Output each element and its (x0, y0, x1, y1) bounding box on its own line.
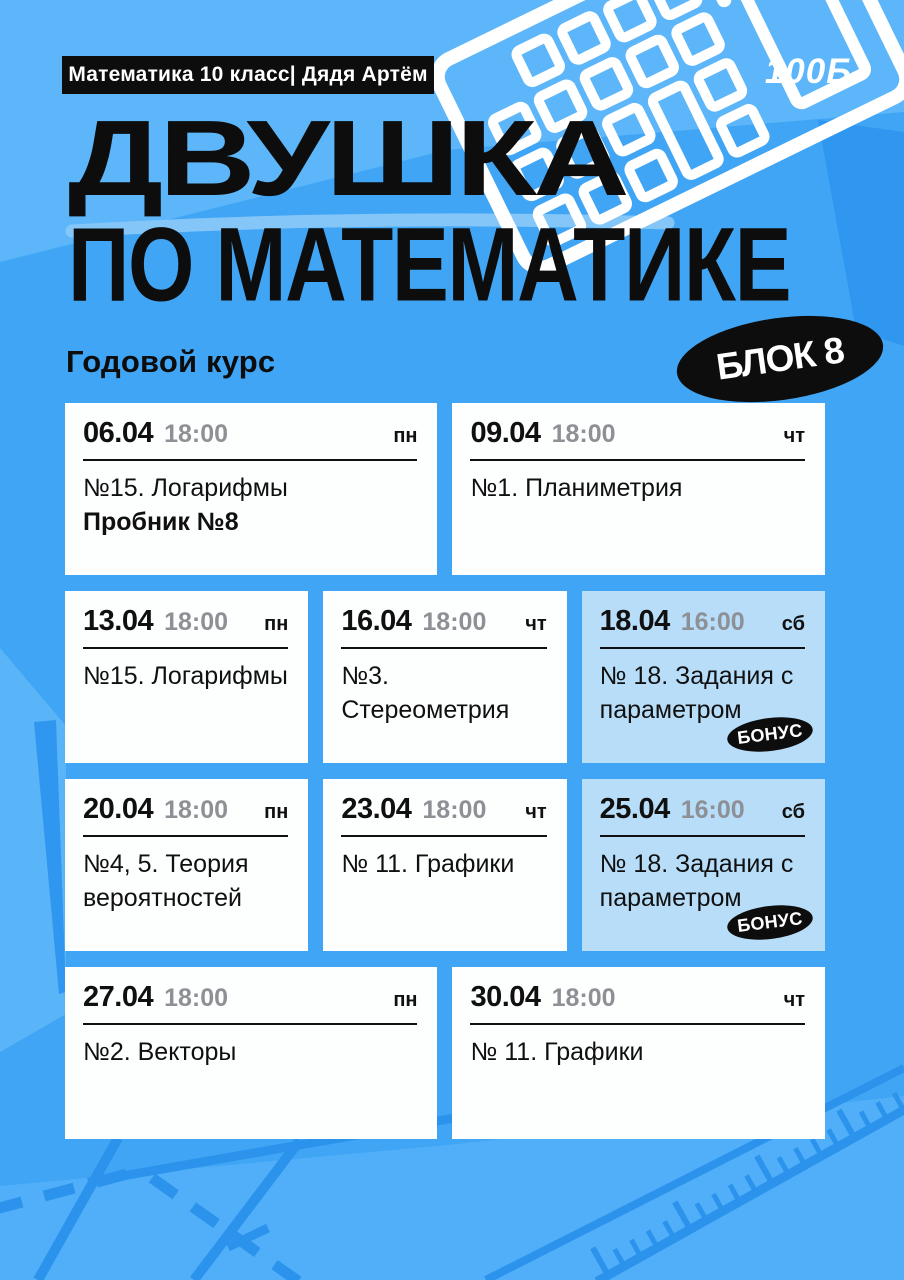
logo-100b: 100Б (764, 52, 852, 91)
card-topic-line: №4, 5. Теория вероятностей (83, 850, 249, 912)
card-topic-line: №1. Планиметрия (470, 474, 683, 502)
card-divider (341, 647, 546, 649)
card-topic (470, 472, 805, 506)
card-topic-line: № 11. Графики (341, 850, 515, 878)
card-day: пн (393, 989, 418, 1011)
schedule-card (323, 591, 566, 763)
card-day: чт (783, 989, 805, 1011)
card-date: 13.04 (83, 605, 154, 637)
card-topic (341, 660, 546, 727)
card-topic (83, 660, 288, 694)
card-header (83, 793, 288, 826)
schedule-card (323, 779, 566, 951)
schedule-grid (65, 403, 825, 1139)
card-header (600, 605, 805, 638)
card-topic (83, 1036, 417, 1070)
card-header (470, 981, 805, 1014)
bonus-badge: БОНУС (725, 713, 814, 756)
page-title-line2: ПО МАТЕМАТИКЕ (68, 205, 791, 323)
card-topic-line: № 18. Задания с параметром (599, 850, 794, 912)
card-header (470, 417, 805, 450)
topic-badge: Математика 10 класс| Дядя Артём (62, 56, 434, 94)
card-day: пн (264, 801, 289, 823)
card-date: 09.04 (470, 417, 541, 449)
card-topic (83, 848, 288, 915)
card-divider (83, 835, 288, 837)
card-topic-line: № 18. Задания с параметром (599, 662, 794, 724)
card-date: 06.04 (83, 417, 154, 449)
card-day: пн (393, 425, 418, 447)
schedule-card (65, 403, 437, 575)
card-date: 27.04 (83, 981, 154, 1013)
card-header (83, 981, 417, 1014)
card-header (341, 605, 546, 638)
schedule-card (65, 779, 308, 951)
card-date: 16.04 (341, 605, 412, 637)
card-time: 16:00 (680, 608, 745, 636)
card-header (600, 793, 805, 826)
card-divider (83, 647, 288, 649)
card-day: чт (783, 425, 805, 447)
card-divider (83, 459, 417, 461)
schedule-card (452, 967, 825, 1139)
card-divider (83, 1023, 417, 1025)
block-badge: БЛОК 8 (671, 304, 888, 414)
card-time: 18:00 (551, 420, 616, 448)
card-topic-line: №15. Логарифмы (83, 474, 288, 502)
card-topic (470, 1036, 805, 1070)
card-header (341, 793, 546, 826)
card-date: 18.04 (599, 605, 670, 637)
bonus-badge: БОНУС (725, 901, 814, 944)
card-day: пн (264, 613, 289, 635)
card-time: 16:00 (680, 796, 745, 824)
page-title-line1: ДВУШКА (68, 97, 626, 218)
card-date: 25.04 (599, 793, 670, 825)
card-day: чт (525, 613, 547, 635)
card-divider (600, 647, 805, 649)
card-time: 18:00 (164, 984, 229, 1012)
card-time: 18:00 (551, 984, 616, 1012)
course-label: Годовой курс (66, 344, 276, 379)
card-topic-line: № 11. Графики (470, 1038, 644, 1066)
card-topic (341, 848, 546, 882)
card-day: сб (781, 801, 805, 823)
schedule-card (582, 779, 825, 951)
card-time: 18:00 (422, 608, 487, 636)
card-divider (470, 1023, 805, 1025)
card-topic (83, 472, 417, 539)
card-day: сб (781, 613, 805, 635)
schedule-card (452, 403, 825, 575)
card-date: 23.04 (341, 793, 412, 825)
card-day: чт (525, 801, 547, 823)
card-divider (341, 835, 546, 837)
card-topic-line: Пробник №8 (83, 507, 239, 536)
card-date: 20.04 (83, 793, 154, 825)
card-topic-line: №15. Логарифмы (83, 662, 288, 690)
card-divider (600, 835, 805, 837)
card-time: 18:00 (422, 796, 487, 824)
card-header (83, 417, 417, 450)
card-time: 18:00 (164, 608, 229, 636)
card-date: 30.04 (470, 981, 541, 1013)
card-topic-line: №3. Стереометрия (341, 662, 510, 724)
card-divider (470, 459, 805, 461)
card-time: 18:00 (164, 420, 229, 448)
card-time: 18:00 (164, 796, 229, 824)
card-header (83, 605, 288, 638)
schedule-card (582, 591, 825, 763)
card-topic-line: №2. Векторы (83, 1038, 237, 1066)
schedule-card (65, 591, 308, 763)
schedule-card (65, 967, 437, 1139)
